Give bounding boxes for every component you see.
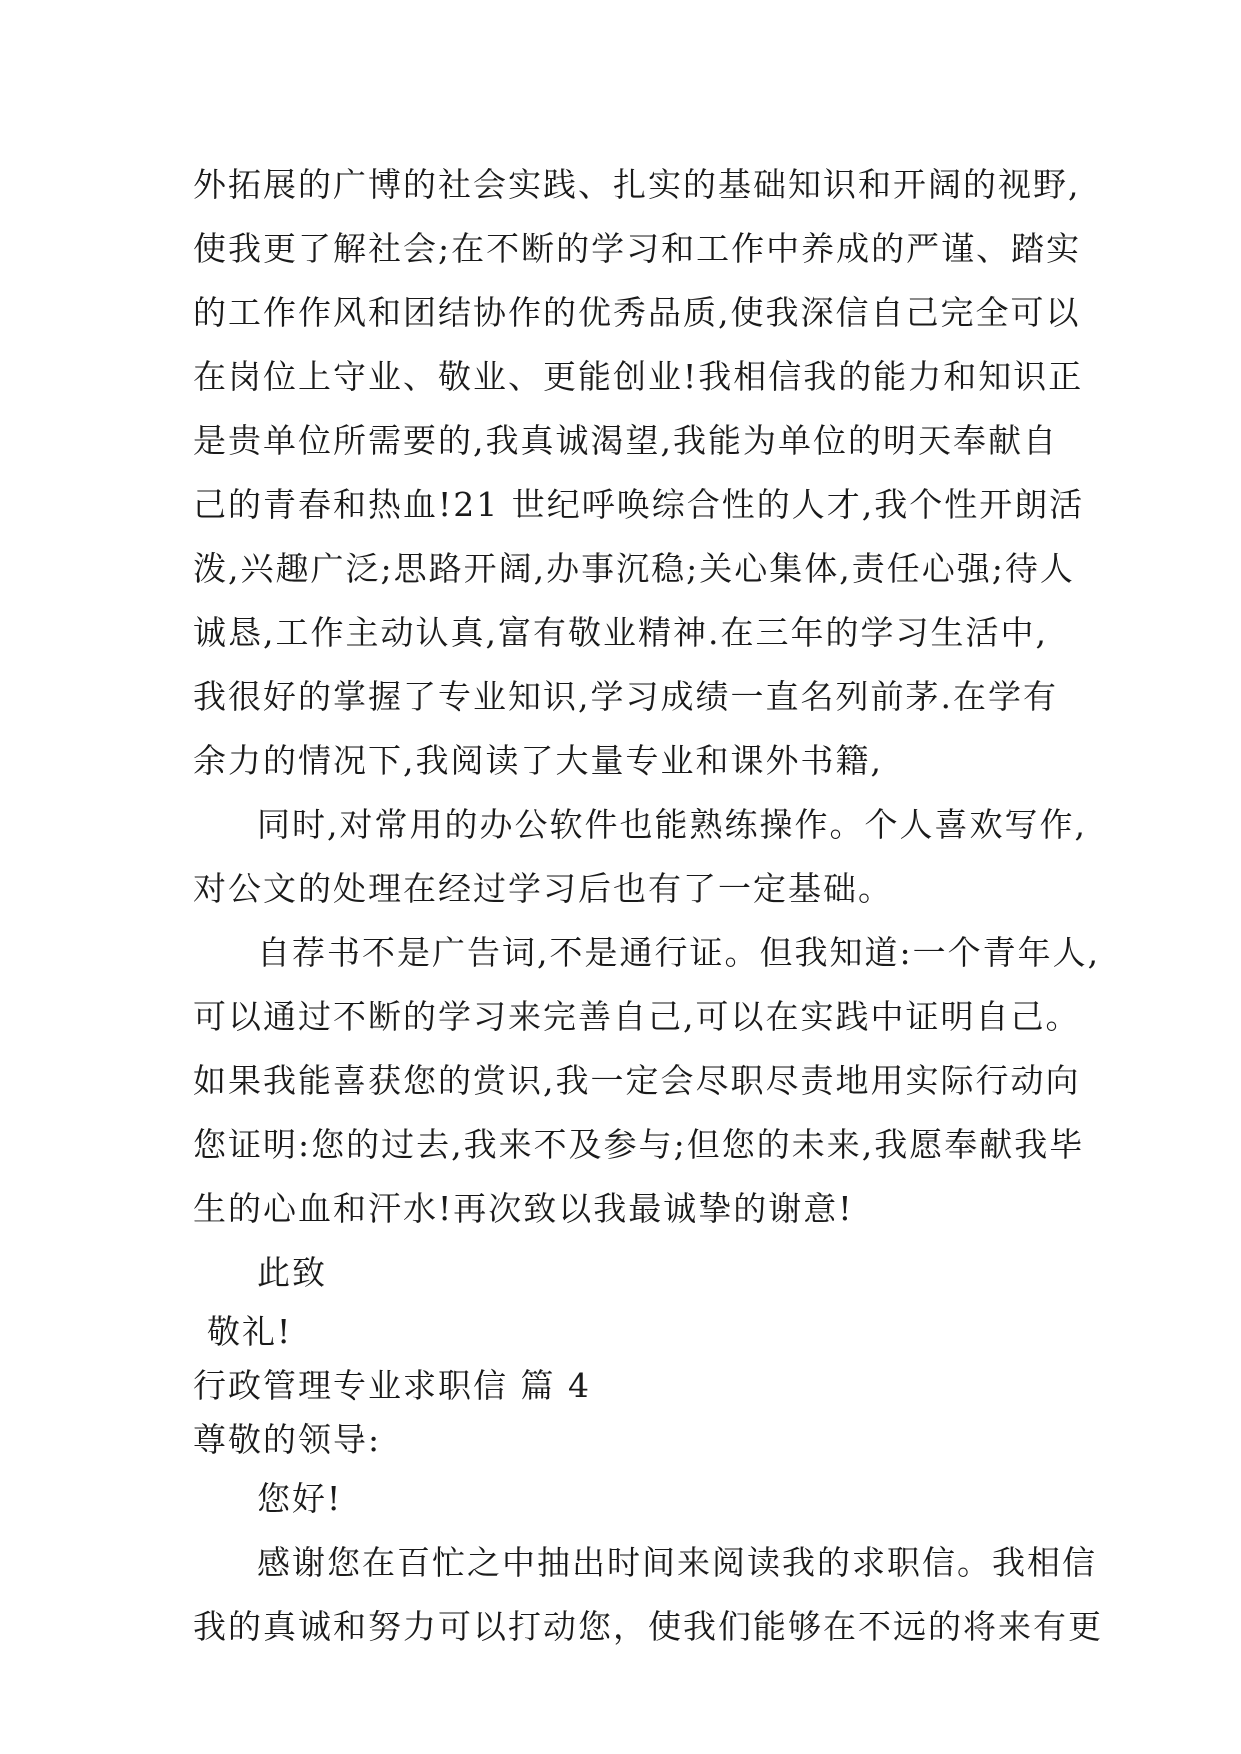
text-line: 如果我能喜获您的赏识,我一定会尽职尽责地用实际行动向 <box>193 1061 1081 1100</box>
text-line: 可以通过不断的学习来完善自己,可以在实践中证明自己。 <box>193 997 1081 1036</box>
text-line: 使我更了解社会;在不断的学习和工作中养成的严谨、踏实 <box>193 229 1082 268</box>
text-line: 您证明:您的过去,我来不及参与;但您的未来,我愿奉献我毕 <box>193 1125 1085 1164</box>
greeting-line: 尊敬的领导: <box>193 1420 382 1459</box>
text-line: 生的心血和汗水!再次致以我最诚挚的谢意! <box>193 1189 854 1228</box>
paragraph-start-line: 自荐书不是广告词,不是通行证。但我知道:一个青年人, <box>257 933 1101 972</box>
text-line: 余力的情况下,我阅读了大量专业和课外书籍, <box>193 741 883 780</box>
text-line: 是贵单位所需要的,我真诚渴望,我能为单位的明天奉献自 <box>193 421 1058 460</box>
text-line: 诚恳,工作主动认真,富有敬业精神.在三年的学习生活中, <box>193 613 1048 652</box>
text-line: 的工作作风和团结协作的优秀品质,使我深信自己完全可以 <box>193 293 1081 332</box>
text-line: 在岗位上守业、敬业、更能创业!我相信我的能力和知识正 <box>193 357 1084 396</box>
document-body <box>193 153 1103 1659</box>
text-line: 对公文的处理在经过学习后也有了一定基础。 <box>193 869 893 908</box>
closing-regards: 敬礼! <box>207 1312 293 1351</box>
closing-salutation: 此致 <box>257 1253 327 1292</box>
text-line: 泼,兴趣广泛;思路开阔,办事沉稳;关心集体,责任心强;待人 <box>193 549 1075 588</box>
paragraph-start-line: 感谢您在百忙之中抽出时间来阅读我的求职信。我相信 <box>257 1543 1097 1582</box>
greeting-hello: 您好! <box>257 1479 343 1518</box>
text-line: 我的真诚和努力可以打动您，使我们能够在不远的将来有更 <box>193 1607 1103 1646</box>
paragraph-start-line: 同时,对常用的办公软件也能熟练操作。个人喜欢写作, <box>257 805 1087 844</box>
text-line: 己的青春和热血!21 世纪呼唤综合性的人才,我个性开朗活 <box>193 485 1085 524</box>
text-line: 我很好的掌握了专业知识,学习成绩一直名列前茅.在学有 <box>193 677 1058 716</box>
section-heading: 行政管理专业求职信 篇 4 <box>193 1366 591 1405</box>
text-line: 外拓展的广博的社会实践、扎实的基础知识和开阔的视野, <box>193 165 1081 204</box>
